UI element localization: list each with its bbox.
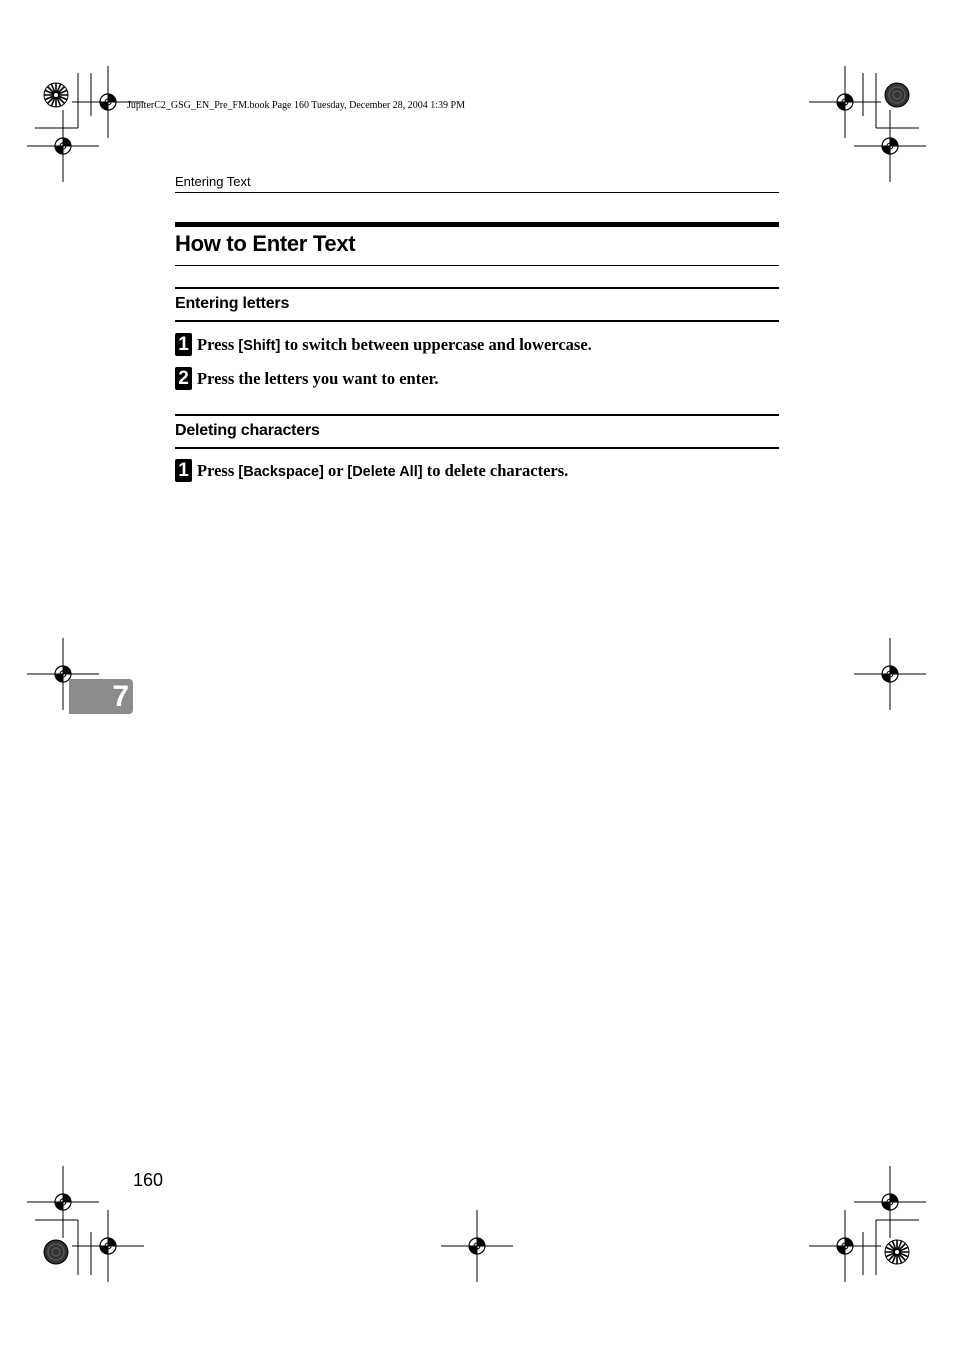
step-number: 1 xyxy=(175,333,192,356)
key-label: [Backspace] xyxy=(238,463,324,480)
chapter-tab: 7 xyxy=(69,679,133,714)
step-item xyxy=(175,367,439,390)
color-wheel-icon xyxy=(44,1240,68,1264)
page-title: How to Enter Text xyxy=(175,231,356,256)
step-number: 2 xyxy=(175,367,192,390)
step-text: Press the letters you want to enter. xyxy=(197,368,439,388)
step-text: Press [Backspace] or [Delete All] to delete characters. xyxy=(197,460,569,480)
page-number: 160 xyxy=(133,1170,164,1190)
registration-mark-icon xyxy=(27,110,99,182)
step-number: 1 xyxy=(175,459,192,482)
step-item xyxy=(175,333,592,356)
registration-mark-icon xyxy=(27,1166,99,1238)
section-rule xyxy=(175,447,779,449)
section-heading: Entering letters xyxy=(175,295,290,312)
registration-mark-icon xyxy=(809,66,881,138)
color-wheel-icon xyxy=(885,1240,909,1264)
section-rule xyxy=(175,287,779,289)
step-item xyxy=(175,459,568,482)
registration-mark-icon xyxy=(854,638,926,710)
registration-mark-icon xyxy=(441,1210,513,1282)
registration-mark-icon xyxy=(72,1210,144,1282)
title-top-rule xyxy=(175,222,779,227)
running-header: Entering Text xyxy=(175,174,251,189)
registration-mark-icon xyxy=(854,110,926,182)
key-label: [Delete All] xyxy=(347,463,423,480)
registration-mark-icon xyxy=(809,1210,881,1282)
section-rule xyxy=(175,414,779,416)
color-wheel-icon xyxy=(885,83,909,107)
title-bottom-rule xyxy=(175,265,779,266)
color-wheel-icon xyxy=(44,83,68,107)
section-heading: Deleting characters xyxy=(175,422,320,439)
step-text: Press [Shift] to switch between uppercase and lowercase. xyxy=(197,334,592,354)
running-header-rule xyxy=(175,192,779,193)
section-rule xyxy=(175,320,779,322)
print-info: JupiterC2_GSG_EN_Pre_FM.book Page 160 Tuesday, December 28, 2004 1:39 PM xyxy=(127,100,465,111)
registration-mark-icon xyxy=(854,1166,926,1238)
key-label: [Shift] xyxy=(238,337,281,354)
